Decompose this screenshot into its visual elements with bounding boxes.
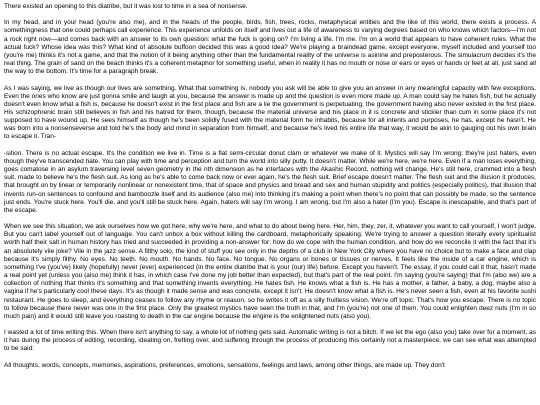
paragraph-wasted-time: I wasted a lot of time writing this. When there isn't anything to say, a whole lot of nothing gets said. Automatic writing is not a bitch. If we let the ego (also you) take over for a moment, as it has during the process of editing, recording, ideating on, fretting over, and suffering through the process of producing this certainly not a masterpiece, we can see what was attempted to be said:	[4, 329, 536, 353]
paragraph-lives: As I was saying, we live as though our lives are something. What that something is, nobody you ask will be able to give you an answer in any meaningful capacity with few exceptions. Even the ones who know are just gonna smile and laugh at you, because the answer is made up and the question is even more made up. A man could say he hates fish, but he actually doesn't even know what a fish is, because he doesn't exist in the first place and fish are a lie the government is perpetuating, the government having also never existed in the first place. His schizophrenic brain still believes in fish and his hatred for them, though, because the material universe and his place in it is concrete and stickier than cum in some place it's not supposed to have wound up. He sees himself as though he's been solidly fused with the material form he inhabits, because for all intents and purposes, he has, except he hasn't. He was born into a nonsenseverse and told he's the body and mind in separation from himself, and because he's lived his entire life that way, it would be akin to gauging out his own brain to escape it. Tran-	[4, 84, 536, 141]
paragraph-opening: There existed an opening to this diatribe, but it was lost to time in a sea of nonsense.	[4, 3, 248, 10]
paragraph-all-thoughts: All thoughts, words, concepts, memories, aspirations, preferences, emotions, sensations, feelings and laws, among other things, are made up. They don't	[4, 361, 445, 369]
paragraph-situation: When we see this situation, we ask ourselves how we got here, why we're here, and what to do about being here. Her, him, they, zer, it, whatever you want to call yourself, I won't judge. But you can't label yourself out of language. You can't unbox a box without killing the cardboard, metaphorically speaking. We're trying to answer a question literally every spiritualist worth half their salt in human history has tried and succeeded in providing a non-answer for: how do we cope with the human condition, and how do we reconcile it with the fact that it's an absolutely vile joke? Vile in the jazz sense. A filthy solo, the kind of stuff you see only in the depths of a club in New York City where you have no choice but to make a face and clap because it's simply filthy. No eyes. No teeth. No mouth. No hands. No face. No tongue. No organs or bones or tissues or nerves. It feels like the inside of a car engine, which is something I've (you've) likely (hopefully) never (ever) experienced (in the entire diatribe that is your (our) life) before. Except you haven't. The essay, if you could call it that, hasn't made a real point yet (unless you (also me) think it has, in which case I've done my job better than expected), but that's part of the real point. I'm saying (you're saying) that I'm (also we) are a collection of nothing that thinks it's something and that something invents everything. He hates fish. He knows what a fish is. He has a mother, a father, a baby, a dog, maybe also a vagina if he's particularly cool these days. It's as though it made sense and was concrete, except it isn't. He doesn't know what a fish is. He's never seen a fish, even at his favorite sushi restaurant. He goes to sleep, and everything ceases to follow any rhyme or reason, so he writes it off as a silly fruitless vision. We're off topic. That's how you escape. There is no topic to follow because there never was one in the first place. Only the greatest mystics have seen the truth in that, and I'm (you're) not one of them. You could enlighten deez nuts (I'm in so much pain) and it would still leave you roasting to death in the car engine because the engine is the enlightened nuts (also you).	[4, 223, 536, 320]
paragraph-transition: -sition. There is no actual escape. It's the condition we live in. Time is a flat semi-circular donut clam or whatever we make of it. Mystics will say I'm wrong; they're just haters, even though they've transcended hate. You can play with time and perception and turn the world into silly putty. It doesn't matter. While we're here, we're here. Even if a man loses everything, goes comatose in an asylum traversing level seven geometry in the nth dimension as he interfaces with the Akashic Record, nothing will change. He's still here, crammed into a flesh suit, made to believe he's the flesh suit. As long as he's able to come back now or ever again, he's the flesh suit. Brief escape doesn't matter. The flesh suit and the illusion it produces, that brought on by linear or temporarily nonlinear or nonexistent time, that of space and physics and bread and sex and human stupidity and politics (especially politics), that illusion that invents run-on sentences to confound and bamboozle itself and its audience (also me) into thinking it's making a point when there's no point that can possibly be made, so the sentence just ends. You're stuck here. You'll die, and you'll still be stuck here. Again, haters will say I'm wrong. I am wrong, but I'm also a hater (I'm you). Escape is inescapable, and that's part of the escape.	[4, 149, 536, 214]
paragraph-experience: In my head, and in your head (you're also me), and in the heads of the people, birds, fish, trees, rocks, metaphysical entities and the like of this world, there exists a process. A somethingness that one could perhaps call experience. This experience unfolds on itself and lives out a life of awareness to varying degrees based on who knows which factors—I'm not a rock right now—and comes back with an answer to its own question: what the fuck is going on? I'm living a life. I'm me. I'm on a world that appears to have coherent rules. What the actual fuck? Whose idea was this? What kind of absolute buffoon decided this was a good idea? We're playing a braindead game, except everyone, myself included and yourself too (you're me) thinks it's not a game, and that the notion of it being anything other than the fundamental reality of the universe is asinine and preposterous. The simulacrum decides it's the real thing. The grain of sand on the beach thinks it's a coherent metaphor for something useful, when in reality it has no mouth or nose or ears or eyes or hands or feet at all, just sand all the way to the bottom. It's time for a paragraph break.	[4, 19, 536, 76]
